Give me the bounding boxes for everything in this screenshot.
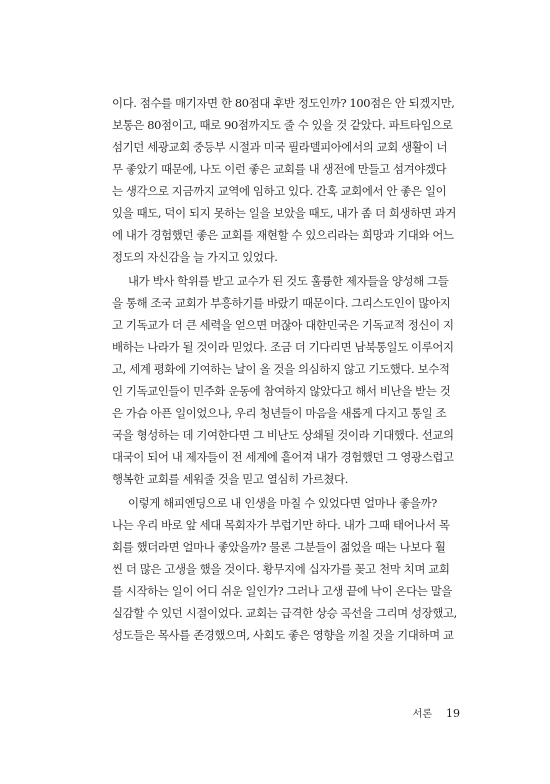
text-line: 이다. 점수를 매기자면 한 80점대 후반 정도인까? 100점은 안 되겠지만, — [112, 96, 455, 110]
text-line: 는 생각으로 지금까지 교역에 임하고 있다. 간혹 교회에서 안 좋은 일이 — [112, 184, 447, 198]
text-line: 고, 세계 평화에 기여하는 날이 올 것을 의심하지 않고 기도했다. 보수적 — [112, 362, 450, 376]
page-number: 19 — [446, 707, 460, 720]
text-line: 배하는 나라가 될 것이라 믿었다. 조금 더 기다리면 남북통일도 이루어지 — [112, 340, 454, 354]
text-line: 행복한 교회를 세워줄 것을 믿고 열심히 가르쳤다. — [112, 472, 348, 486]
text-line: 보통은 80점이고, 때로 90점까지도 줄 수 있을 것 같았다. 파트타임으로 — [112, 118, 453, 132]
body-text — [112, 92, 457, 646]
page-footer — [0, 705, 460, 720]
text-line: 성도들은 목사를 존경했으며, 사회도 좋은 영향을 끼칠 것을 기대하며 교 — [112, 628, 454, 642]
text-line: 나는 우리 바로 앞 세대 목회자가 부럽기만 하다. 내가 그때 태어나서 목 — [112, 518, 450, 532]
text-line: 은 가슴 아픈 일이었으나, 우리 청년들이 마음을 새롭게 다지고 통일 조 — [112, 406, 447, 420]
text-line: 무 좋았기 때문에, 나도 이런 좋은 교회를 내 생전에 만들고 섬겨야겠다 — [112, 162, 447, 176]
text-line: 정도의 자신감을 늘 가지고 있었다. — [112, 250, 278, 264]
text-line: 섬기던 세광교회 중등부 시절과 미국 필라델피아에서의 교회 생활이 너 — [112, 140, 448, 154]
text-line: 인 기독교인들이 민주화 운동에 참여하지 않았다고 해서 비난을 받는 것 — [112, 384, 451, 398]
running-footer-section: 서론 — [412, 709, 432, 720]
paragraph — [112, 92, 457, 268]
text-line: 를 시작하는 일이 어디 쉬운 일인가? 그러나 고생 끝에 낙이 온다는 말을 — [112, 584, 453, 598]
text-line: 회를 했더라면 얼마나 좋았을까? 물론 그분들이 젊었을 때는 나보다 훨 — [112, 540, 446, 554]
text-line: 고 기독교가 더 큰 세력을 얻으면 머잖아 대한민국은 기독교적 정신이 지 — [112, 318, 454, 332]
paragraph — [112, 270, 457, 490]
text-line: 국을 형성하는 데 기여한다면 그 비난도 상쇄될 것이라 기대했다. 선교의 — [112, 428, 454, 442]
paragraph — [112, 492, 457, 646]
text-line: 이렇게 해피엔딩으로 내 인생을 마칠 수 있었다면 얼마나 좋을까? — [128, 496, 437, 510]
text-line: 을 통해 조국 교회가 부흥하기를 바랐기 때문이다. 그리스도인이 많아지 — [112, 296, 451, 310]
text-line: 실감할 수 있던 시절이었다. 교회는 급격한 상승 곡선을 그리며 성장했고, — [112, 606, 457, 620]
text-line: 씬 더 많은 고생을 했을 것이다. 황무지에 십자가를 꽂고 천막 치며 교회 — [112, 562, 450, 576]
text-line: 대국이 되어 내 제자들이 전 세계에 흩어져 내가 경험했던 그 영광스럽고 — [112, 450, 454, 464]
text-line: 있을 때도, 덕이 되지 못하는 일을 보았을 때도, 내가 좀 더 희생하면 과거 — [112, 206, 457, 220]
text-line: 내가 박사 학위를 받고 교수가 된 것도 훌륭한 제자들을 양성해 그들 — [128, 274, 449, 288]
text-line: 에 내가 경험했던 좋은 교회를 재현할 수 있으리라는 희망과 기대와 어느 — [112, 228, 454, 242]
